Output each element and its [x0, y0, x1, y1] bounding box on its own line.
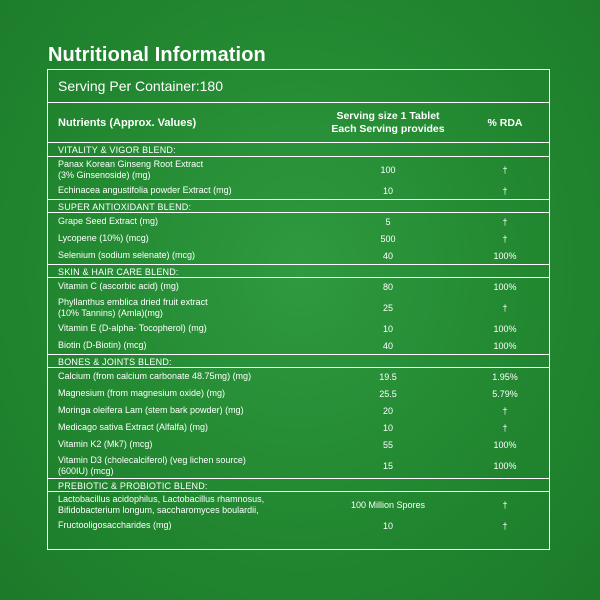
nutrient-name: [48, 216, 315, 227]
nutrient-name: [48, 494, 315, 516]
nutrient-name: [48, 405, 315, 416]
table-row: [48, 182, 549, 199]
rda-value: 100%: [493, 323, 517, 334]
nutrient-name-line1: Calcium (from calcium carbonate 48.75mg) (mg): [58, 371, 252, 381]
nutrient-name-line1: Panax Korean Ginseng Root Extract: [58, 158, 204, 169]
nutrient-name: [48, 323, 315, 334]
table-row: [48, 492, 549, 517]
rda-value: †: [502, 233, 508, 244]
table-row: [48, 295, 549, 320]
header-serving-line1: Serving size 1 Tablet: [336, 109, 440, 122]
nutrient-name: [48, 422, 315, 433]
serving-value: 40: [382, 340, 393, 351]
table-row: [48, 247, 549, 264]
section-heading: BONES & JOINTS BLEND:: [48, 354, 549, 368]
nutrient-name: [48, 520, 315, 531]
table-row: [48, 419, 549, 436]
nutrient-name: [48, 340, 315, 351]
nutrient-name-line1: Magnesium (from magnesium oxide) (mg): [58, 388, 226, 398]
header-serving: [315, 110, 461, 136]
serving-value: 20: [382, 405, 393, 416]
rda-value: 100%: [493, 250, 517, 261]
table-header: [48, 103, 549, 143]
rda-value: †: [502, 422, 508, 433]
nutrient-name-line2: (10% Tannins) (Amla)(mg): [58, 307, 163, 318]
nutrient-name-line1: Selenium (sodium selenate) (mcg): [58, 250, 196, 260]
rda-value: 100%: [493, 340, 517, 351]
nutrient-name-line1: Moringa oleifera Lam (stem bark powder) (mg): [58, 405, 244, 415]
section-heading: SUPER ANTIOXIDANT BLEND:: [48, 199, 549, 213]
nutrient-name-line2: Bifidobacterium longum, saccharomyces boulardii,: [58, 504, 259, 515]
serving-value: 100 Million Spores: [350, 499, 426, 510]
serving-value: 19.5: [379, 371, 397, 382]
page-title: Nutritional Information: [48, 44, 266, 66]
serving-value: 25: [382, 302, 393, 313]
nutrient-name: [48, 388, 315, 399]
rda-value: †: [502, 520, 508, 531]
table-row: [48, 517, 549, 534]
section-heading: PREBIOTIC & PROBIOTIC BLEND:: [48, 478, 549, 492]
serving-value: 25.5: [379, 388, 397, 399]
table-row: [48, 368, 549, 385]
nutrient-name-line1: Lactobacillus acidophilus, Lactobacillus rhamnosus,: [58, 493, 265, 504]
nutrient-name-line1: Phyllanthus emblica dried fruit extract: [58, 296, 208, 307]
serving-value: 10: [382, 422, 393, 433]
nutrient-name-line1: Medicago sativa Extract (Alfalfa) (mg): [58, 422, 209, 432]
serving-value: 15: [382, 460, 393, 471]
rda-value: †: [502, 216, 508, 227]
table-body: [48, 143, 549, 534]
rda-value: †: [502, 164, 508, 175]
nutrient-name-line1: Grape Seed Extract (mg): [58, 216, 159, 226]
serving-value: 500: [380, 233, 396, 244]
rda-value: 100%: [493, 281, 517, 292]
rda-value: 100%: [493, 439, 517, 450]
table-row: [48, 337, 549, 354]
nutrient-name: [48, 281, 315, 292]
nutrient-name-line2: (600IU) (mcg): [58, 465, 114, 476]
table-row: [48, 320, 549, 337]
nutrient-name-line1: Lycopene (10%) (mcg): [58, 233, 149, 243]
nutrient-name: [48, 455, 315, 477]
nutrient-name: [48, 439, 315, 450]
serving-value: 10: [382, 323, 393, 334]
serving-value: 80: [382, 281, 393, 292]
nutrition-table: [47, 69, 550, 550]
table-row: [48, 436, 549, 453]
rda-value: †: [502, 405, 508, 416]
rda-value: †: [502, 185, 508, 196]
rda-value: †: [502, 302, 508, 313]
table-row: [48, 278, 549, 295]
nutrient-name: [48, 371, 315, 382]
table-row: [48, 402, 549, 419]
nutrient-name-line1: Vitamin K2 (Mk7) (mcg): [58, 439, 153, 449]
nutrient-name: [48, 233, 315, 244]
table-row: [48, 385, 549, 402]
section-heading: VITALITY & VIGOR BLEND:: [48, 143, 549, 157]
table-row: [48, 213, 549, 230]
nutrient-name: [48, 250, 315, 261]
table-row: [48, 230, 549, 247]
header-nutrients: Nutrients (Approx. Values): [58, 116, 197, 129]
nutrient-name-line1: Vitamin D3 (cholecalciferol) (veg lichen source): [58, 454, 246, 465]
rda-value: †: [502, 499, 508, 510]
serving-value: 100: [380, 164, 396, 175]
nutrient-name-line1: Vitamin C (ascorbic acid) (mg): [58, 281, 179, 291]
rda-value: 100%: [493, 460, 517, 471]
serving-value: 10: [382, 520, 393, 531]
nutrient-name: [48, 185, 315, 196]
rda-value: 5.79%: [492, 388, 518, 399]
serving-value: 10: [382, 185, 393, 196]
nutrient-name-line1: Fructooligosaccharides (mg): [58, 520, 172, 530]
nutrient-name: [48, 297, 315, 319]
header-serving-line2: Each Serving provides: [331, 122, 445, 135]
nutrient-name-line2: (3% Ginsenoside) (mg): [58, 169, 151, 180]
serving-value: 5: [385, 216, 391, 227]
serving-per-container: Serving Per Container:180: [48, 70, 549, 103]
nutrient-name: [48, 159, 315, 181]
header-rda: % RDA: [487, 116, 523, 129]
nutrient-name-line1: Biotin (D-Biotin) (mcg): [58, 340, 147, 350]
rda-value: 1.95%: [492, 371, 518, 382]
table-row: [48, 157, 549, 182]
serving-value: 40: [382, 250, 393, 261]
table-row: [48, 453, 549, 478]
section-heading: SKIN & HAIR CARE BLEND:: [48, 264, 549, 278]
nutrient-name-line1: Echinacea angustifolia powder Extract (mg): [58, 185, 232, 195]
serving-value: 55: [382, 439, 393, 450]
nutrient-name-line1: Vitamin E (D-alpha- Tocopherol) (mg): [58, 323, 207, 333]
